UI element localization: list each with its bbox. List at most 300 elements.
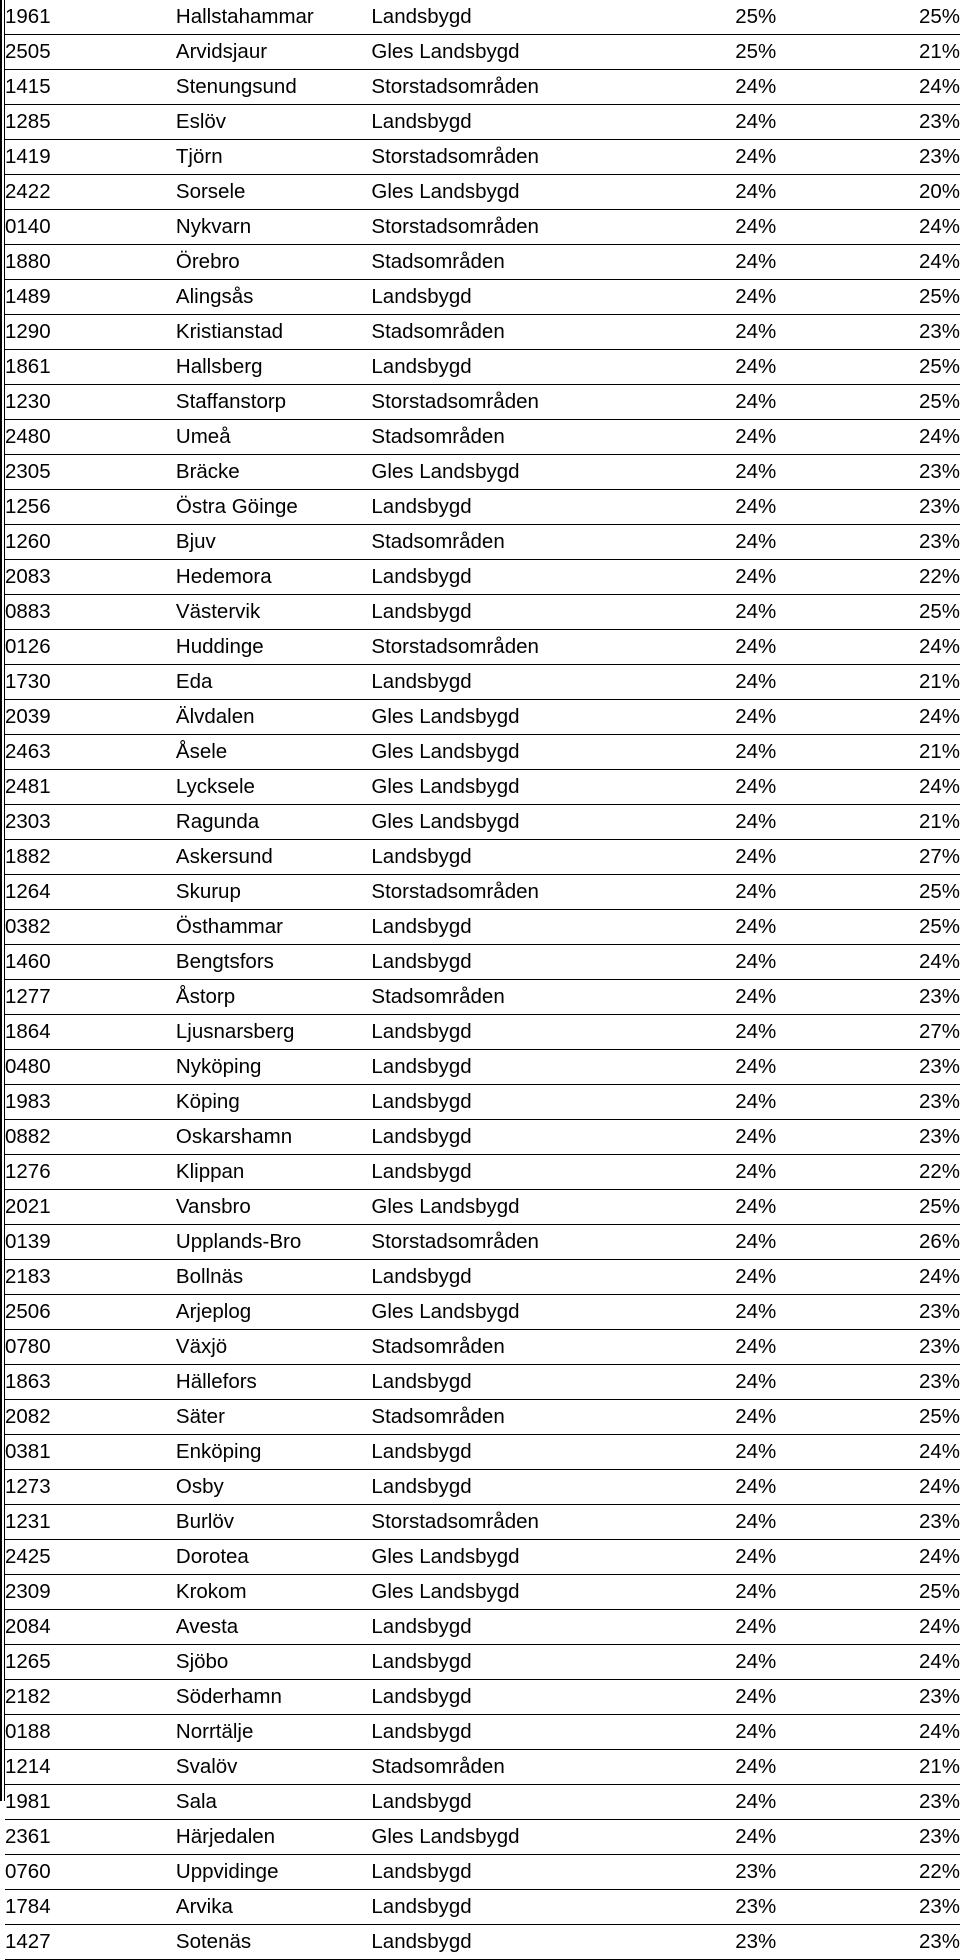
municipality-name: Uppvidinge [176, 1855, 371, 1890]
share-value-1: 24% [614, 1400, 776, 1435]
region-type: Stadsområden [371, 245, 613, 280]
municipality-code: 2183 [5, 1260, 176, 1295]
municipality-code: 0140 [5, 210, 176, 245]
region-type: Storstadsområden [371, 1505, 613, 1540]
table-row [5, 735, 960, 770]
share-value-1: 23% [614, 1925, 776, 1960]
share-value-2: 25% [776, 910, 960, 945]
share-value-2: 24% [776, 245, 960, 280]
share-value-1: 24% [614, 1295, 776, 1330]
municipality-code: 1489 [5, 280, 176, 315]
share-value-1: 24% [614, 945, 776, 980]
share-value-1: 24% [614, 910, 776, 945]
municipality-name: Osby [176, 1470, 371, 1505]
municipality-name: Askersund [176, 840, 371, 875]
municipality-name: Burlöv [176, 1505, 371, 1540]
municipality-code: 1415 [5, 70, 176, 105]
share-value-2: 23% [776, 105, 960, 140]
municipality-name: Hällefors [176, 1365, 371, 1400]
share-value-2: 25% [776, 0, 960, 35]
table-row [5, 1855, 960, 1890]
share-value-1: 24% [614, 770, 776, 805]
municipality-name: Krokom [176, 1575, 371, 1610]
table-row [5, 210, 960, 245]
share-value-1: 24% [614, 1645, 776, 1680]
table-row [5, 35, 960, 70]
table-row [5, 770, 960, 805]
share-value-2: 24% [776, 210, 960, 245]
share-value-1: 24% [614, 1470, 776, 1505]
region-type: Landsbygd [371, 1890, 613, 1925]
share-value-1: 24% [614, 595, 776, 630]
table-row [5, 1925, 960, 1960]
region-type: Landsbygd [371, 1785, 613, 1820]
share-value-2: 24% [776, 1260, 960, 1295]
municipality-code: 1419 [5, 140, 176, 175]
table-row [5, 1470, 960, 1505]
share-value-1: 23% [614, 1890, 776, 1925]
share-value-2: 23% [776, 1120, 960, 1155]
table-row [5, 1540, 960, 1575]
share-value-1: 24% [614, 490, 776, 525]
municipality-code: 1460 [5, 945, 176, 980]
municipality-name: Säter [176, 1400, 371, 1435]
municipality-code: 1285 [5, 105, 176, 140]
municipality-name: Stenungsund [176, 70, 371, 105]
share-value-1: 24% [614, 665, 776, 700]
share-value-2: 24% [776, 70, 960, 105]
table-row [5, 840, 960, 875]
share-value-2: 25% [776, 1400, 960, 1435]
table-row [5, 350, 960, 385]
share-value-2: 24% [776, 420, 960, 455]
table-row [5, 140, 960, 175]
municipality-code: 2083 [5, 560, 176, 595]
share-value-1: 24% [614, 1120, 776, 1155]
municipality-code: 1290 [5, 315, 176, 350]
table-row [5, 455, 960, 490]
table-row [5, 1610, 960, 1645]
share-value-1: 24% [614, 1050, 776, 1085]
region-type: Landsbygd [371, 1680, 613, 1715]
share-value-2: 24% [776, 700, 960, 735]
share-value-1: 24% [614, 735, 776, 770]
municipality-code: 2021 [5, 1190, 176, 1225]
table-row [5, 315, 960, 350]
table-row [5, 1890, 960, 1925]
share-value-2: 23% [776, 315, 960, 350]
table-row [5, 1190, 960, 1225]
share-value-2: 23% [776, 490, 960, 525]
table-row [5, 1750, 960, 1785]
share-value-2: 25% [776, 1190, 960, 1225]
region-type: Storstadsområden [371, 875, 613, 910]
region-type: Landsbygd [371, 1365, 613, 1400]
share-value-2: 24% [776, 1715, 960, 1750]
share-value-2: 24% [776, 1610, 960, 1645]
region-type: Landsbygd [371, 1435, 613, 1470]
share-value-2: 26% [776, 1225, 960, 1260]
share-value-1: 24% [614, 210, 776, 245]
municipality-name: Staffanstorp [176, 385, 371, 420]
table-row [5, 560, 960, 595]
table-row [5, 1715, 960, 1750]
share-value-1: 24% [614, 840, 776, 875]
table-row [5, 945, 960, 980]
share-value-2: 27% [776, 1015, 960, 1050]
municipality-name: Arjeplog [176, 1295, 371, 1330]
share-value-1: 24% [614, 280, 776, 315]
share-value-1: 24% [614, 1225, 776, 1260]
table-row [5, 1435, 960, 1470]
table-row [5, 1820, 960, 1855]
share-value-1: 24% [614, 630, 776, 665]
share-value-2: 23% [776, 1785, 960, 1820]
municipality-code: 1730 [5, 665, 176, 700]
municipality-code: 2039 [5, 700, 176, 735]
municipality-code: 0126 [5, 630, 176, 665]
share-value-2: 25% [776, 350, 960, 385]
share-value-1: 24% [614, 1575, 776, 1610]
table-row [5, 420, 960, 455]
share-value-2: 27% [776, 840, 960, 875]
municipality-name: Tjörn [176, 140, 371, 175]
municipality-name: Huddinge [176, 630, 371, 665]
share-value-1: 24% [614, 1365, 776, 1400]
municipality-name: Ljusnarsberg [176, 1015, 371, 1050]
table-row [5, 805, 960, 840]
municipality-name: Klippan [176, 1155, 371, 1190]
share-value-1: 24% [614, 560, 776, 595]
table-row [5, 385, 960, 420]
municipality-name: Avesta [176, 1610, 371, 1645]
region-type: Gles Landsbygd [371, 1540, 613, 1575]
region-type: Landsbygd [371, 1645, 613, 1680]
table-row [5, 105, 960, 140]
municipality-code: 1273 [5, 1470, 176, 1505]
share-value-2: 22% [776, 560, 960, 595]
municipality-name: Svalöv [176, 1750, 371, 1785]
table-row [5, 1330, 960, 1365]
share-value-2: 21% [776, 1750, 960, 1785]
table-row [5, 1680, 960, 1715]
municipality-name: Bjuv [176, 525, 371, 560]
municipality-name: Eslöv [176, 105, 371, 140]
region-type: Landsbygd [371, 1120, 613, 1155]
municipality-code: 1981 [5, 1785, 176, 1820]
municipality-code: 1231 [5, 1505, 176, 1540]
region-type: Storstadsområden [371, 1225, 613, 1260]
municipality-code: 1861 [5, 350, 176, 385]
municipality-code: 1427 [5, 1925, 176, 1960]
municipality-code: 2422 [5, 175, 176, 210]
municipality-name: Åsele [176, 735, 371, 770]
share-value-2: 24% [776, 770, 960, 805]
share-value-1: 24% [614, 1750, 776, 1785]
municipality-name: Hallstahammar [176, 0, 371, 35]
municipality-code: 2505 [5, 35, 176, 70]
share-value-1: 24% [614, 70, 776, 105]
share-value-1: 24% [614, 350, 776, 385]
share-value-1: 24% [614, 1820, 776, 1855]
share-value-2: 24% [776, 1540, 960, 1575]
table-row [5, 875, 960, 910]
municipality-code: 1961 [5, 0, 176, 35]
municipality-code: 2425 [5, 1540, 176, 1575]
share-value-2: 24% [776, 1470, 960, 1505]
municipality-code: 0382 [5, 910, 176, 945]
share-value-1: 24% [614, 1610, 776, 1645]
share-value-1: 24% [614, 455, 776, 490]
table-row [5, 630, 960, 665]
municipality-name: Härjedalen [176, 1820, 371, 1855]
table-row [5, 700, 960, 735]
region-type: Landsbygd [371, 1855, 613, 1890]
municipality-name: Sorsele [176, 175, 371, 210]
share-value-2: 23% [776, 455, 960, 490]
share-value-2: 23% [776, 140, 960, 175]
region-type: Storstadsområden [371, 140, 613, 175]
region-type: Gles Landsbygd [371, 805, 613, 840]
municipality-code: 2305 [5, 455, 176, 490]
share-value-2: 23% [776, 980, 960, 1015]
municipality-code: 1265 [5, 1645, 176, 1680]
municipality-name: Norrtälje [176, 1715, 371, 1750]
region-type: Stadsområden [371, 420, 613, 455]
region-type: Landsbygd [371, 105, 613, 140]
share-value-1: 24% [614, 1540, 776, 1575]
table-row [5, 175, 960, 210]
municipality-name: Sotenäs [176, 1925, 371, 1960]
share-value-2: 24% [776, 945, 960, 980]
municipality-name: Kristianstad [176, 315, 371, 350]
region-type: Storstadsområden [371, 210, 613, 245]
share-value-2: 25% [776, 595, 960, 630]
region-type: Gles Landsbygd [371, 735, 613, 770]
share-value-1: 24% [614, 1715, 776, 1750]
share-value-2: 21% [776, 665, 960, 700]
share-value-1: 24% [614, 1190, 776, 1225]
region-type: Gles Landsbygd [371, 700, 613, 735]
table-row [5, 1505, 960, 1540]
municipality-name: Arvidsjaur [176, 35, 371, 70]
municipality-name: Lycksele [176, 770, 371, 805]
region-type: Landsbygd [371, 910, 613, 945]
table-row [5, 1400, 960, 1435]
municipality-code: 1276 [5, 1155, 176, 1190]
municipality-name: Köping [176, 1085, 371, 1120]
municipality-code: 2303 [5, 805, 176, 840]
region-type: Landsbygd [371, 595, 613, 630]
municipality-code: 2182 [5, 1680, 176, 1715]
share-value-1: 24% [614, 700, 776, 735]
share-value-2: 23% [776, 1085, 960, 1120]
municipality-name: Oskarshamn [176, 1120, 371, 1155]
share-value-1: 24% [614, 525, 776, 560]
municipality-name: Östhammar [176, 910, 371, 945]
share-value-1: 24% [614, 875, 776, 910]
region-type: Gles Landsbygd [371, 35, 613, 70]
municipality-name: Alingsås [176, 280, 371, 315]
municipality-code: 0882 [5, 1120, 176, 1155]
municipality-code: 2506 [5, 1295, 176, 1330]
municipality-code: 2463 [5, 735, 176, 770]
table-row [5, 1260, 960, 1295]
municipality-code: 0139 [5, 1225, 176, 1260]
table-row [5, 245, 960, 280]
region-type: Landsbygd [371, 1155, 613, 1190]
region-type: Gles Landsbygd [371, 175, 613, 210]
municipality-name: Upplands-Bro [176, 1225, 371, 1260]
share-value-1: 24% [614, 1505, 776, 1540]
municipality-code: 1264 [5, 875, 176, 910]
municipality-code: 1983 [5, 1085, 176, 1120]
region-type: Gles Landsbygd [371, 1820, 613, 1855]
table-row [5, 1155, 960, 1190]
municipality-name: Ragunda [176, 805, 371, 840]
table-row [5, 595, 960, 630]
municipality-code: 1256 [5, 490, 176, 525]
region-type: Stadsområden [371, 1400, 613, 1435]
region-type: Landsbygd [371, 1610, 613, 1645]
share-value-1: 23% [614, 1855, 776, 1890]
share-value-1: 24% [614, 385, 776, 420]
municipality-code: 1882 [5, 840, 176, 875]
region-type: Landsbygd [371, 350, 613, 385]
share-value-1: 24% [614, 1260, 776, 1295]
municipality-code: 0188 [5, 1715, 176, 1750]
table-row [5, 1575, 960, 1610]
table-row [5, 1295, 960, 1330]
share-value-1: 24% [614, 1680, 776, 1715]
municipality-code: 0780 [5, 1330, 176, 1365]
share-value-1: 24% [614, 315, 776, 350]
table-row [5, 525, 960, 560]
municipality-table [5, 0, 960, 1960]
municipality-code: 2309 [5, 1575, 176, 1610]
region-type: Stadsområden [371, 1330, 613, 1365]
table-row [5, 1085, 960, 1120]
share-value-1: 24% [614, 245, 776, 280]
region-type: Landsbygd [371, 1925, 613, 1960]
municipality-code: 2480 [5, 420, 176, 455]
share-value-2: 24% [776, 1435, 960, 1470]
share-value-2: 25% [776, 1575, 960, 1610]
region-type: Landsbygd [371, 945, 613, 980]
municipality-name: Enköping [176, 1435, 371, 1470]
region-type: Gles Landsbygd [371, 1295, 613, 1330]
share-value-2: 23% [776, 1680, 960, 1715]
share-value-1: 24% [614, 1435, 776, 1470]
municipality-code: 1863 [5, 1365, 176, 1400]
municipality-name: Umeå [176, 420, 371, 455]
municipality-name: Eda [176, 665, 371, 700]
region-type: Storstadsområden [371, 630, 613, 665]
municipality-code: 0381 [5, 1435, 176, 1470]
region-type: Storstadsområden [371, 385, 613, 420]
municipality-name: Nykvarn [176, 210, 371, 245]
share-value-2: 21% [776, 805, 960, 840]
share-value-2: 25% [776, 385, 960, 420]
table-row [5, 665, 960, 700]
region-type: Storstadsområden [371, 70, 613, 105]
region-type: Landsbygd [371, 280, 613, 315]
region-type: Landsbygd [371, 840, 613, 875]
region-type: Landsbygd [371, 1085, 613, 1120]
share-value-2: 20% [776, 175, 960, 210]
municipality-code: 1880 [5, 245, 176, 280]
municipality-name: Dorotea [176, 1540, 371, 1575]
municipality-name: Sala [176, 1785, 371, 1820]
municipality-code: 1277 [5, 980, 176, 1015]
municipality-code: 2084 [5, 1610, 176, 1645]
region-type: Stadsområden [371, 980, 613, 1015]
left-border [0, 0, 2, 1801]
municipality-name: Hedemora [176, 560, 371, 595]
table-row [5, 280, 960, 315]
table-row [5, 1645, 960, 1680]
share-value-2: 23% [776, 1295, 960, 1330]
region-type: Landsbygd [371, 1015, 613, 1050]
share-value-1: 24% [614, 140, 776, 175]
municipality-name: Sjöbo [176, 1645, 371, 1680]
table-body [5, 0, 960, 1960]
municipality-code: 2481 [5, 770, 176, 805]
share-value-1: 24% [614, 1785, 776, 1820]
municipality-name: Hallsberg [176, 350, 371, 385]
municipality-code: 1230 [5, 385, 176, 420]
region-type: Landsbygd [371, 1050, 613, 1085]
share-value-2: 24% [776, 630, 960, 665]
municipality-name: Östra Göinge [176, 490, 371, 525]
municipality-code: 0480 [5, 1050, 176, 1085]
share-value-1: 24% [614, 1015, 776, 1050]
region-type: Landsbygd [371, 490, 613, 525]
municipality-name: Skurup [176, 875, 371, 910]
municipality-code: 1864 [5, 1015, 176, 1050]
table-row [5, 1785, 960, 1820]
share-value-2: 22% [776, 1155, 960, 1190]
region-type: Landsbygd [371, 1470, 613, 1505]
table-row [5, 1015, 960, 1050]
share-value-2: 23% [776, 525, 960, 560]
municipality-name: Åstorp [176, 980, 371, 1015]
municipality-code: 0760 [5, 1855, 176, 1890]
municipality-name: Västervik [176, 595, 371, 630]
municipality-name: Älvdalen [176, 700, 371, 735]
region-type: Stadsområden [371, 1750, 613, 1785]
municipality-name: Vansbro [176, 1190, 371, 1225]
table-row [5, 1120, 960, 1155]
share-value-2: 22% [776, 1855, 960, 1890]
region-type: Stadsområden [371, 315, 613, 350]
table-row [5, 70, 960, 105]
share-value-1: 24% [614, 420, 776, 455]
share-value-1: 24% [614, 1085, 776, 1120]
share-value-2: 25% [776, 280, 960, 315]
table-row [5, 490, 960, 525]
table-row [5, 980, 960, 1015]
table-row [5, 1225, 960, 1260]
region-type: Landsbygd [371, 1715, 613, 1750]
share-value-2: 24% [776, 1645, 960, 1680]
municipality-code: 2082 [5, 1400, 176, 1435]
municipality-name: Nyköping [176, 1050, 371, 1085]
share-value-1: 24% [614, 105, 776, 140]
share-value-2: 25% [776, 875, 960, 910]
municipality-name: Söderhamn [176, 1680, 371, 1715]
share-value-1: 25% [614, 0, 776, 35]
